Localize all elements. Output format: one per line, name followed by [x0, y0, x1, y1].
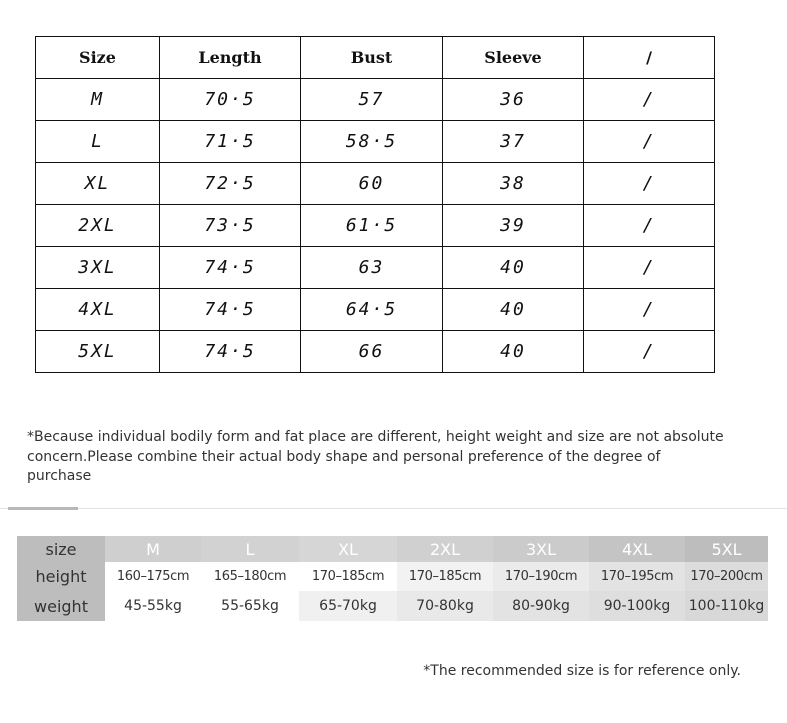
reference-weight-cell: 100-110kg: [685, 591, 768, 621]
cell-slash: /: [584, 205, 715, 247]
cell-sleeve: 40: [443, 247, 584, 289]
reference-footnote: *The recommended size is for reference only.: [423, 663, 741, 679]
cell-length: 71·5: [160, 121, 301, 163]
cell-slash: /: [584, 247, 715, 289]
table-row: [36, 331, 715, 373]
table-row: [36, 121, 715, 163]
reference-weight-row: [17, 591, 768, 621]
reference-height-label: height: [17, 562, 105, 591]
cell-size: M: [36, 79, 160, 121]
reference-height-cell: 170–185cm: [299, 562, 397, 591]
cell-length: 73·5: [160, 205, 301, 247]
reference-weight-cell: 70-80kg: [397, 591, 493, 621]
cell-size: XL: [36, 163, 160, 205]
cell-sleeve: 40: [443, 289, 584, 331]
cell-slash: /: [584, 289, 715, 331]
reference-weight-label: weight: [17, 591, 105, 621]
section-divider-accent: [8, 507, 78, 510]
sizing-note: *Because individual bodily form and fat place are different, height weight and size are not absolute concern.Please combine their actual body shape and personal preference of the degree of purchase: [27, 429, 724, 484]
cell-size: 2XL: [36, 205, 160, 247]
table-row: [36, 289, 715, 331]
reference-height-cell: 165–180cm: [201, 562, 299, 591]
size-chart-header-row: [36, 37, 715, 79]
header-length: Length: [160, 37, 301, 79]
cell-sleeve: 38: [443, 163, 584, 205]
cell-bust: 58·5: [301, 121, 443, 163]
cell-bust: 64·5: [301, 289, 443, 331]
cell-sleeve: 36: [443, 79, 584, 121]
cell-slash: /: [584, 331, 715, 373]
reference-height-cell: 170–195cm: [589, 562, 685, 591]
reference-size-cell: M: [105, 536, 201, 562]
cell-size: 4XL: [36, 289, 160, 331]
cell-size: 5XL: [36, 331, 160, 373]
cell-length: 70·5: [160, 79, 301, 121]
cell-slash: /: [584, 79, 715, 121]
cell-bust: 57: [301, 79, 443, 121]
table-row: [36, 79, 715, 121]
cell-length: 74·5: [160, 247, 301, 289]
reference-height-cell: 160–175cm: [105, 562, 201, 591]
reference-height-cell: 170–190cm: [493, 562, 589, 591]
cell-length: 72·5: [160, 163, 301, 205]
cell-sleeve: 37: [443, 121, 584, 163]
size-reference-table: [17, 536, 768, 621]
reference-size-label: size: [17, 536, 105, 562]
reference-size-cell: 4XL: [589, 536, 685, 562]
reference-weight-cell: 45-55kg: [105, 591, 201, 621]
cell-bust: 61·5: [301, 205, 443, 247]
reference-weight-cell: 90-100kg: [589, 591, 685, 621]
reference-weight-cell: 55-65kg: [201, 591, 299, 621]
cell-sleeve: 39: [443, 205, 584, 247]
header-size: Size: [36, 37, 160, 79]
cell-slash: /: [584, 163, 715, 205]
header-bust: Bust: [301, 37, 443, 79]
header-sleeve: Sleeve: [443, 37, 584, 79]
table-row: [36, 163, 715, 205]
table-row: [36, 205, 715, 247]
cell-size: L: [36, 121, 160, 163]
reference-size-cell: L: [201, 536, 299, 562]
cell-bust: 60: [301, 163, 443, 205]
reference-size-row: [17, 536, 768, 562]
section-divider: [0, 508, 787, 509]
cell-bust: 66: [301, 331, 443, 373]
header-slash: /: [584, 37, 715, 79]
table-row: [36, 247, 715, 289]
reference-size-cell: 5XL: [685, 536, 768, 562]
reference-height-cell: 170–200cm: [685, 562, 768, 591]
reference-weight-cell: 80-90kg: [493, 591, 589, 621]
cell-size: 3XL: [36, 247, 160, 289]
reference-weight-cell: 65-70kg: [299, 591, 397, 621]
reference-height-cell: 170–185cm: [397, 562, 493, 591]
reference-size-cell: 2XL: [397, 536, 493, 562]
cell-slash: /: [584, 121, 715, 163]
cell-length: 74·5: [160, 331, 301, 373]
reference-height-row: [17, 562, 768, 591]
cell-sleeve: 40: [443, 331, 584, 373]
cell-length: 74·5: [160, 289, 301, 331]
reference-size-cell: XL: [299, 536, 397, 562]
reference-size-cell: 3XL: [493, 536, 589, 562]
size-chart-table: [35, 36, 715, 373]
cell-bust: 63: [301, 247, 443, 289]
